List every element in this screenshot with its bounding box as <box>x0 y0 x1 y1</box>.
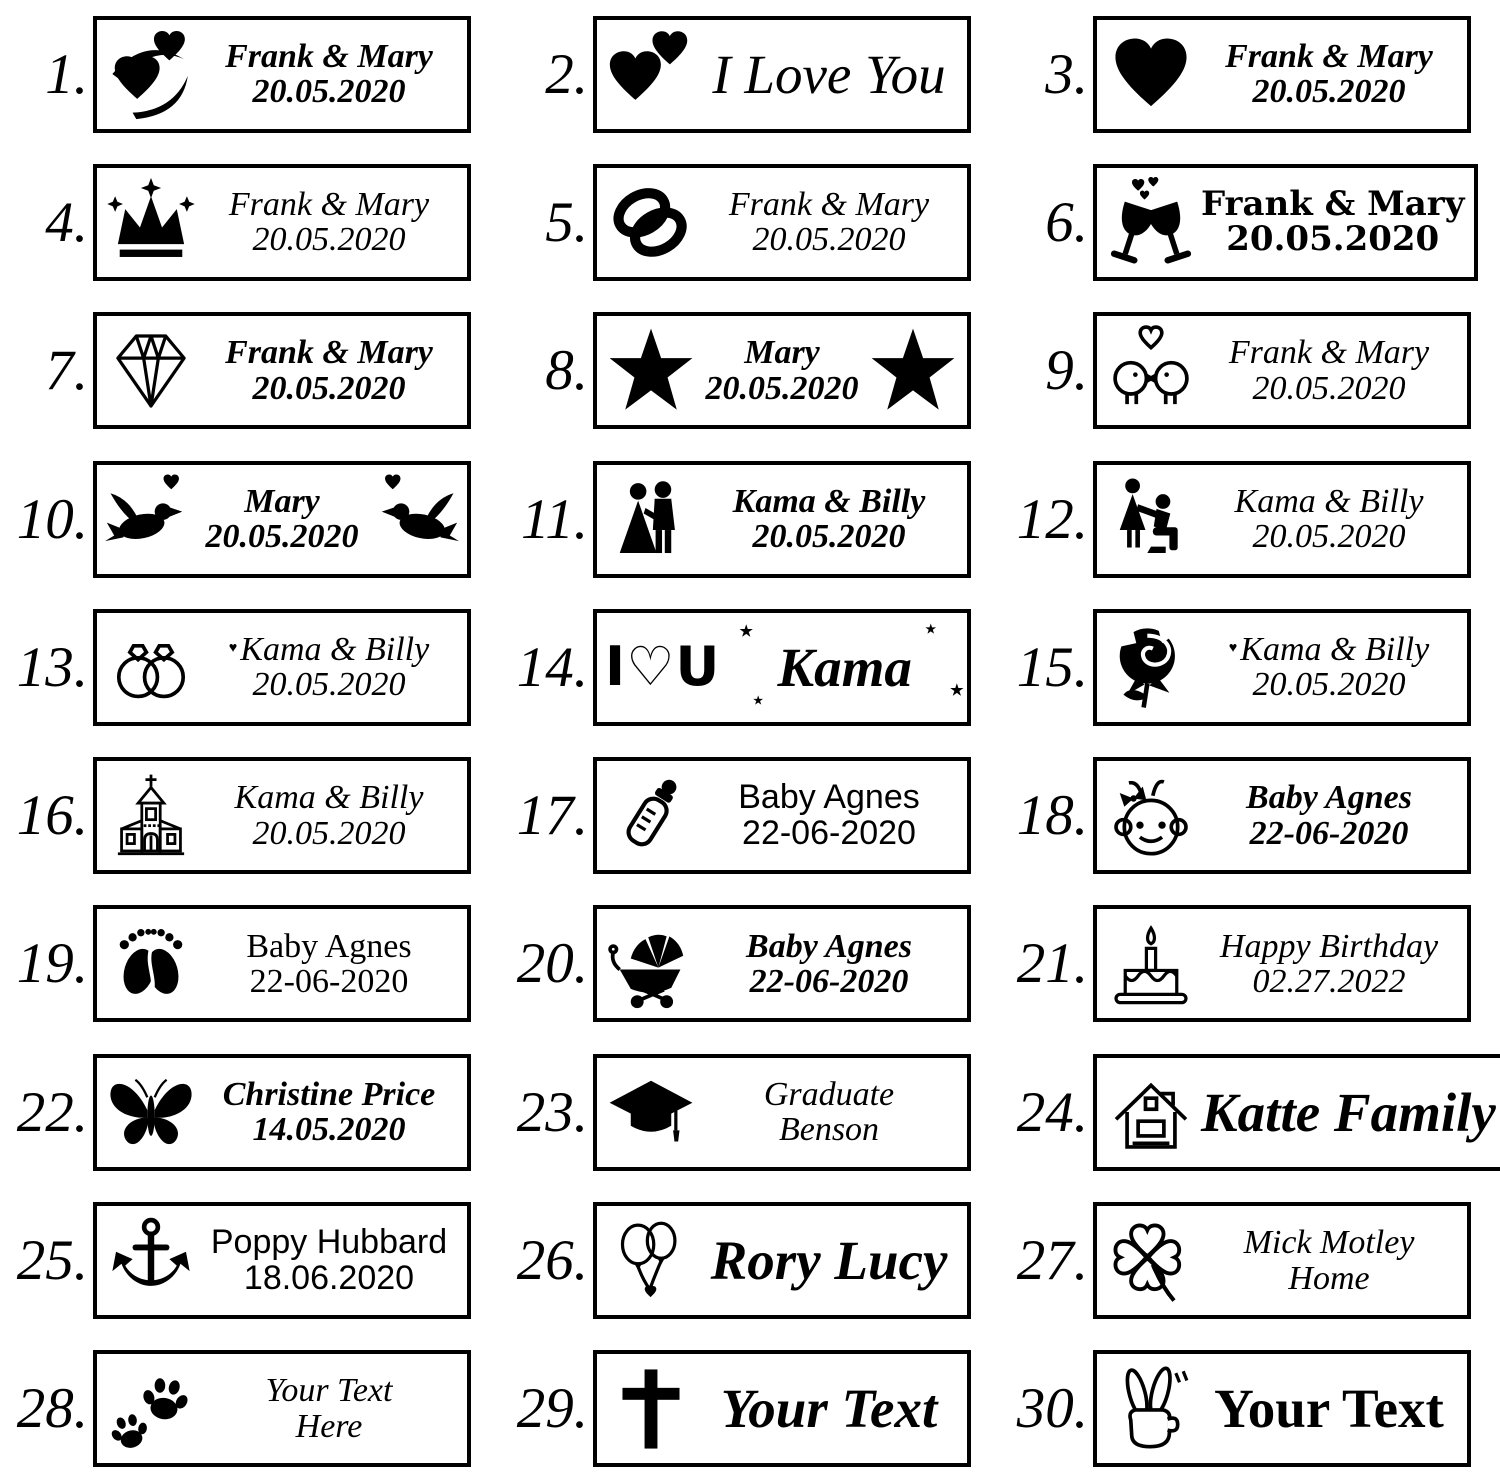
anchor-icon <box>105 1210 197 1312</box>
option-text <box>1199 184 1466 260</box>
option-text <box>730 621 964 708</box>
star-icon <box>605 320 697 422</box>
option-number: 15. <box>1016 635 1088 699</box>
design-option[interactable] <box>93 16 471 133</box>
option-number: 1. <box>45 42 88 106</box>
option-text <box>199 39 459 110</box>
option-text-line: 22-06-2020 <box>742 813 916 852</box>
option-text-line: Happy Birthday <box>1219 927 1439 965</box>
design-option[interactable] <box>93 164 471 281</box>
rings-interlocked-icon <box>605 171 697 273</box>
rings-diamond-icon <box>105 616 197 718</box>
option-text <box>699 335 865 406</box>
heart-decor-icon: ♥ <box>1228 640 1238 657</box>
design-option[interactable] <box>93 1350 471 1467</box>
design-option[interactable] <box>1093 609 1471 726</box>
option-text-line: 20.05.2020 <box>705 369 859 407</box>
design-option-cell <box>0 593 500 741</box>
option-text <box>199 335 459 406</box>
option-number: 25. <box>16 1229 88 1293</box>
design-option[interactable] <box>1093 312 1471 429</box>
option-text-line: 20.05.2020 <box>252 221 406 259</box>
clover-icon <box>1105 1210 1197 1312</box>
design-option[interactable] <box>1093 905 1471 1022</box>
option-number: 17. <box>516 784 588 848</box>
star-icon <box>867 320 959 422</box>
wedding-couple-icon <box>605 468 697 570</box>
option-text-line: I Love You <box>712 43 946 105</box>
option-text-line: Graduate <box>763 1075 895 1113</box>
option-text-line: 20.05.2020 <box>252 814 406 852</box>
option-number: 19. <box>16 932 88 996</box>
design-option-cell <box>500 148 1000 296</box>
option-number: 3. <box>1045 42 1088 106</box>
design-option[interactable] <box>93 757 471 874</box>
option-text-line: Frank & Mary <box>1225 37 1433 75</box>
option-text <box>699 484 959 555</box>
option-text <box>1199 39 1459 110</box>
option-text <box>1199 1378 1459 1440</box>
design-option[interactable] <box>1093 1054 1500 1171</box>
design-option[interactable] <box>1093 1350 1471 1467</box>
design-option[interactable] <box>593 1350 971 1467</box>
balloons-icon <box>605 1210 697 1312</box>
option-number: 7. <box>45 339 88 403</box>
option-number: 11. <box>520 487 588 551</box>
option-text-line <box>201 632 457 667</box>
birthday-cake-icon <box>1105 913 1197 1015</box>
option-text-value: Kama & Billy <box>1240 630 1430 668</box>
rose-icon <box>1105 616 1197 718</box>
option-number: 8. <box>545 339 588 403</box>
option-text-line: Kama & Billy <box>732 482 926 520</box>
option-text-line: Kama & Billy <box>234 779 424 817</box>
option-text-line: 20.05.2020 <box>1252 369 1406 407</box>
option-text-line: Katte Family <box>1201 1081 1496 1143</box>
option-text-line: Baby Agnes <box>246 927 412 965</box>
design-option[interactable] <box>593 1202 971 1319</box>
heart-decor-icon: ♥ <box>228 640 238 657</box>
design-option[interactable] <box>1093 164 1478 281</box>
design-option[interactable] <box>93 461 471 578</box>
option-number: 30. <box>1016 1377 1088 1441</box>
hearts-swoosh-icon <box>105 23 197 125</box>
design-option-cell <box>0 297 500 445</box>
option-number: 26. <box>516 1229 588 1293</box>
option-number: 21. <box>1016 932 1088 996</box>
design-option[interactable] <box>593 461 971 578</box>
design-option-cell <box>0 1335 500 1483</box>
option-text-line: Your Text <box>720 1378 938 1440</box>
option-text-line: Frank & Mary <box>225 37 433 75</box>
design-option-cell <box>500 445 1000 593</box>
design-option[interactable] <box>593 1054 971 1171</box>
option-number: 20. <box>516 932 588 996</box>
design-option-cell <box>1000 593 1500 741</box>
option-number: 16. <box>16 784 88 848</box>
design-option[interactable] <box>1093 757 1471 874</box>
wine-glasses-icon <box>1105 171 1197 273</box>
option-text-line: Baby Agnes <box>746 927 912 965</box>
design-option[interactable] <box>1093 461 1471 578</box>
design-option[interactable] <box>1093 1202 1471 1319</box>
option-text <box>199 1077 459 1148</box>
option-text <box>1199 484 1459 555</box>
option-number: 29. <box>516 1377 588 1441</box>
design-option-cell <box>500 593 1000 741</box>
option-number: 23. <box>516 1080 588 1144</box>
design-option-cell <box>1000 445 1500 593</box>
option-text-line: 20.05.2020 <box>1226 219 1440 260</box>
option-text-line: Your Text <box>1214 1378 1444 1440</box>
paw-prints-icon <box>105 1358 197 1460</box>
option-text <box>699 43 959 105</box>
option-text <box>1199 929 1459 1000</box>
baby-face-icon <box>1105 765 1197 867</box>
design-option[interactable] <box>593 16 971 133</box>
option-text-line: Frank & Mary <box>225 334 433 372</box>
option-text-line: 02.27.2022 <box>1252 962 1406 1000</box>
baby-feet-icon <box>105 913 197 1015</box>
option-text-line: 20.05.2020 <box>1252 73 1406 111</box>
design-option-cell <box>1000 1186 1500 1334</box>
two-hearts-icon <box>605 23 697 125</box>
graduation-cap-icon <box>605 1061 697 1163</box>
option-text <box>199 484 365 555</box>
option-text-line: Home <box>1288 1259 1370 1297</box>
option-text-line: Here <box>295 1407 363 1445</box>
design-option-cell <box>1000 297 1500 445</box>
design-option-cell <box>0 890 500 1038</box>
design-option[interactable] <box>93 1202 471 1319</box>
option-text <box>1199 780 1459 851</box>
option-text <box>699 780 959 851</box>
cross-icon <box>605 1358 697 1460</box>
design-option-cell <box>500 1186 1000 1334</box>
option-number: 18. <box>1016 784 1088 848</box>
house-icon <box>1105 1061 1197 1163</box>
design-option-cell <box>500 1335 1000 1483</box>
option-text-line: 20.05.2020 <box>752 518 906 556</box>
love-birds-icon <box>1105 320 1197 422</box>
option-text-line: 20.05.2020 <box>1252 666 1406 704</box>
option-text <box>1199 335 1459 406</box>
design-option[interactable] <box>593 164 971 281</box>
option-text-line: 20.05.2020 <box>252 369 406 407</box>
design-option-cell <box>1000 1038 1500 1186</box>
option-text <box>199 1373 459 1444</box>
option-text <box>1199 632 1459 703</box>
design-option-cell <box>1000 1335 1500 1483</box>
option-text-line: Frank & Mary <box>728 186 930 224</box>
design-option[interactable] <box>593 312 971 429</box>
option-text-line: Kama & Billy <box>1234 482 1424 520</box>
option-number: 13. <box>16 635 88 699</box>
option-text-line: 20.05.2020 <box>1252 518 1406 556</box>
option-text-line: 22-06-2020 <box>249 962 409 1000</box>
option-number: 27. <box>1016 1229 1088 1293</box>
dove-icon <box>105 468 197 570</box>
option-text-line: 22-06-2020 <box>749 962 909 1000</box>
i-heart-u-icon: I♡U <box>605 635 721 699</box>
option-text-line: Baby Agnes <box>738 778 920 817</box>
option-text-line <box>1201 632 1457 667</box>
heart-icon <box>1105 23 1197 125</box>
option-text <box>699 1229 959 1291</box>
option-text <box>699 187 959 258</box>
crown-icon <box>105 171 197 273</box>
option-text-line: Mary <box>244 482 320 520</box>
star-decor-icon: ★ <box>950 683 964 700</box>
baby-bottle-icon <box>605 765 697 867</box>
option-number: 5. <box>545 190 588 254</box>
design-option-cell <box>0 445 500 593</box>
design-option[interactable] <box>93 312 471 429</box>
option-text <box>1199 1081 1498 1143</box>
option-text <box>699 1077 959 1148</box>
option-text <box>199 929 459 1000</box>
butterfly-icon <box>105 1061 197 1163</box>
design-option[interactable] <box>1093 16 1471 133</box>
option-number: 24. <box>1016 1080 1088 1144</box>
option-text <box>199 187 459 258</box>
option-text <box>199 632 459 703</box>
option-number: 12. <box>1016 487 1088 551</box>
design-option-cell <box>0 1038 500 1186</box>
option-text-line: Frank & Mary <box>1201 184 1465 225</box>
option-text-line: Kama <box>777 636 912 698</box>
option-text-line: 18.06.2020 <box>243 1258 415 1297</box>
option-number: 14. <box>516 635 588 699</box>
star-decor-icon: ★ <box>753 695 764 708</box>
stroller-icon <box>605 913 697 1015</box>
option-number: 6. <box>1045 190 1088 254</box>
option-text-line: Rory Lucy <box>710 1229 948 1291</box>
design-option-cell <box>1000 148 1500 296</box>
option-text-line: 20.05.2020 <box>252 73 406 111</box>
dove-icon <box>367 468 459 570</box>
option-text-line: 20.05.2020 <box>205 518 359 556</box>
design-option-cell <box>1000 890 1500 1038</box>
design-option-cell <box>1000 741 1500 889</box>
option-text <box>199 780 459 851</box>
option-text-line: 22-06-2020 <box>1249 814 1409 852</box>
design-option-cell <box>0 741 500 889</box>
star-decor-icon: ★ <box>739 623 753 640</box>
option-text-line: Baby Agnes <box>1246 779 1412 817</box>
design-option-cell <box>500 741 1000 889</box>
peace-hand-icon <box>1105 1358 1197 1460</box>
diamond-icon <box>105 320 197 422</box>
option-text-line: Frank & Mary <box>228 186 430 224</box>
design-option-cell <box>500 0 1000 148</box>
option-text-line: 20.05.2020 <box>252 666 406 704</box>
option-text-line: 14.05.2020 <box>252 1111 406 1149</box>
option-text <box>699 1378 959 1440</box>
option-text-value: Kama & Billy <box>240 630 430 668</box>
option-text-line: Mick Motley <box>1243 1224 1415 1262</box>
option-text <box>1199 1225 1459 1296</box>
option-text-line: Mary <box>744 334 820 372</box>
design-option[interactable] <box>93 905 471 1022</box>
design-option-cell <box>0 148 500 296</box>
option-number: 9. <box>1045 339 1088 403</box>
design-option-cell <box>1000 0 1500 148</box>
star-decor-icon: ★ <box>925 621 937 636</box>
option-number: 22. <box>16 1080 88 1144</box>
option-text-line: Frank & Mary <box>1228 334 1430 372</box>
design-option[interactable] <box>593 609 971 726</box>
proposal-icon <box>1105 468 1197 570</box>
option-text <box>699 929 959 1000</box>
option-number: 2. <box>545 42 588 106</box>
option-text-line: Your Text <box>265 1372 393 1410</box>
design-option-cell <box>500 297 1000 445</box>
option-text-line: Christine Price <box>222 1075 436 1113</box>
option-text <box>199 1225 459 1296</box>
design-option[interactable] <box>593 757 971 874</box>
option-number: 28. <box>16 1377 88 1441</box>
design-option-cell <box>0 0 500 148</box>
option-number: 10. <box>16 487 88 551</box>
design-option[interactable] <box>93 1054 471 1171</box>
design-option[interactable] <box>93 609 471 726</box>
option-number: 4. <box>45 190 88 254</box>
option-text-line: 20.05.2020 <box>752 221 906 259</box>
option-text-line: Poppy Hubbard <box>210 1223 448 1262</box>
church-icon <box>105 765 197 867</box>
design-option[interactable] <box>593 905 971 1022</box>
option-text-line: Benson <box>778 1111 880 1149</box>
design-option-cell <box>500 1038 1000 1186</box>
design-option-cell <box>0 1186 500 1334</box>
design-option-cell <box>500 890 1000 1038</box>
